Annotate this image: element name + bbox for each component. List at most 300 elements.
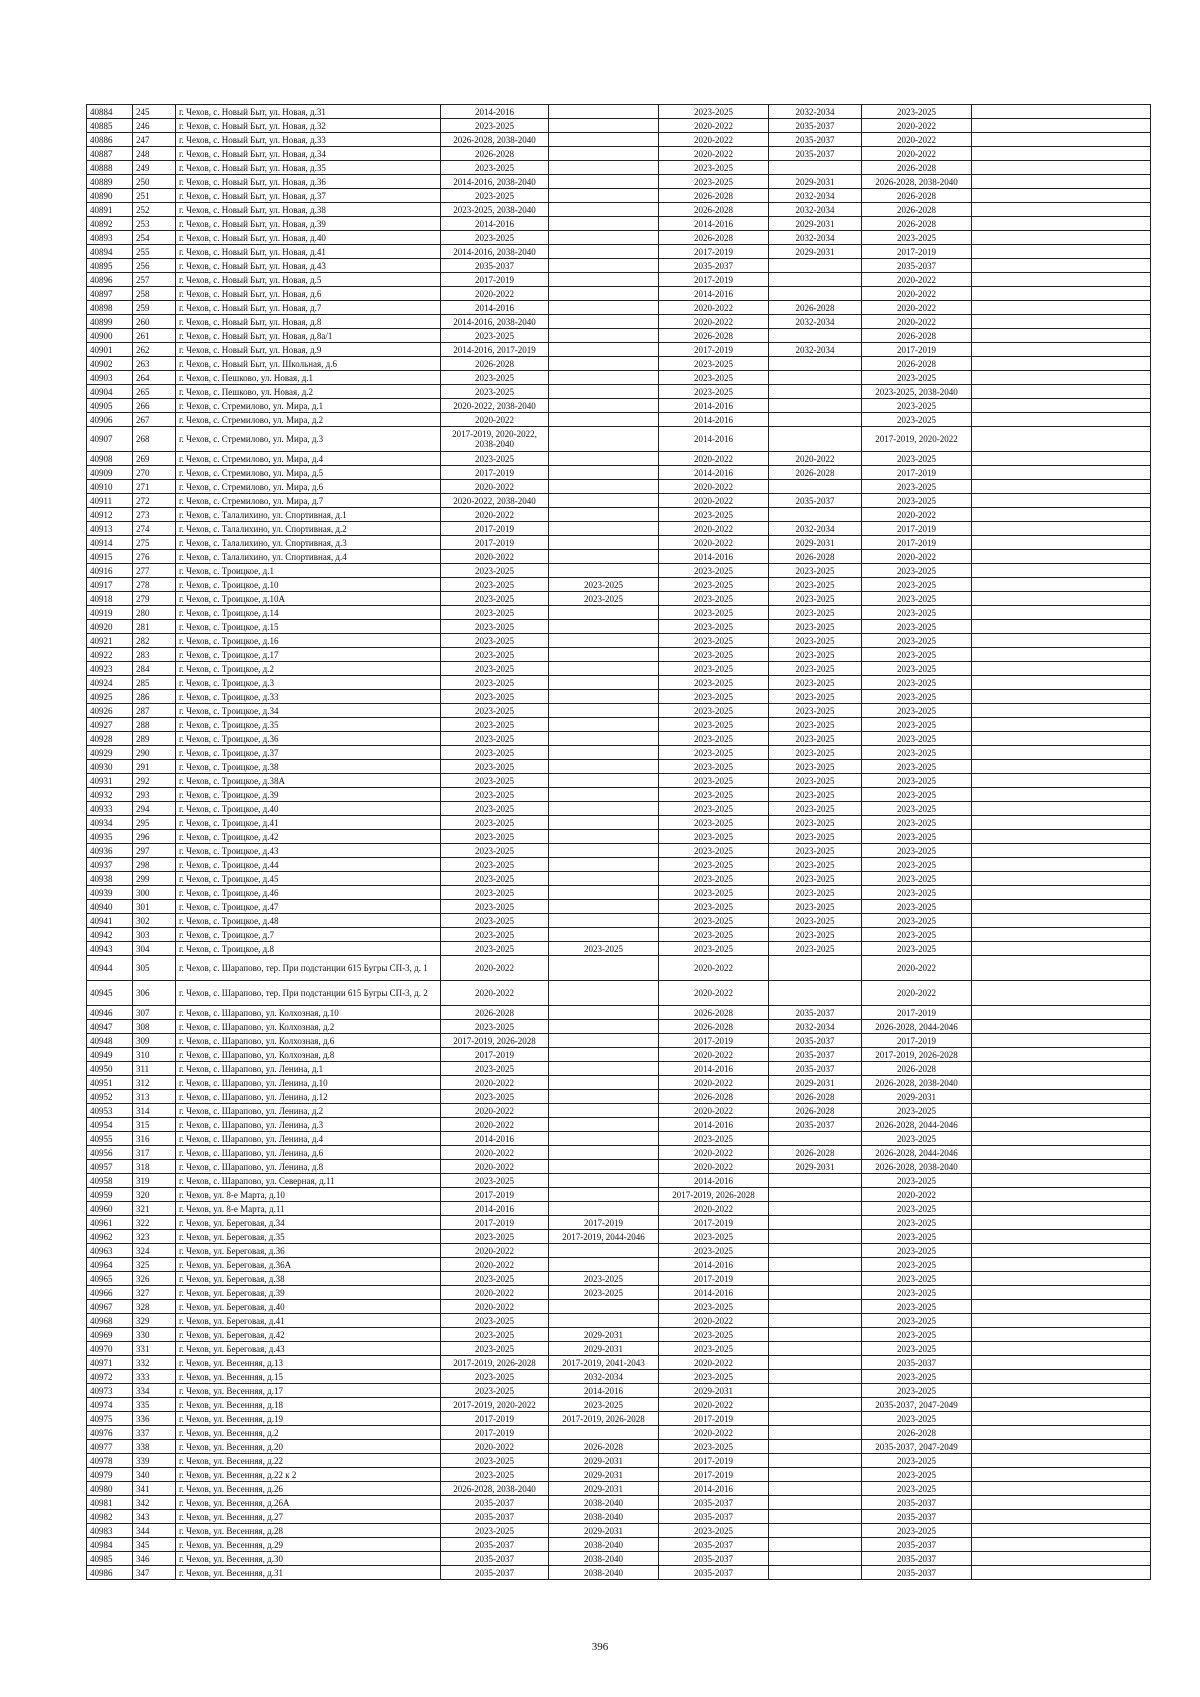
period-4-cell: 2029-2031: [769, 245, 862, 259]
period-6-cell: [972, 1230, 1151, 1244]
period-6-cell: [972, 1006, 1151, 1020]
period-3-cell: 2020-2022: [659, 133, 769, 147]
period-4-cell: 2026-2028: [769, 1104, 862, 1118]
address-cell: г. Чехов, ул. Весенняя, д.28: [176, 1524, 441, 1538]
row-number-cell: 277: [133, 564, 176, 578]
address-cell: г. Чехов, с. Новый Быт, ул. Новая, д.40: [176, 231, 441, 245]
period-5-cell: 2023-2025: [862, 746, 972, 760]
table-row: [87, 774, 1151, 788]
period-6-cell: [972, 1398, 1151, 1412]
address-cell: г. Чехов, с. Талалихино, ул. Спортивная, д.3: [176, 536, 441, 550]
table-row: [87, 1160, 1151, 1174]
address-cell: г. Чехов, с. Новый Быт, ул. Новая, д.32: [176, 119, 441, 133]
record-id-cell: 40916: [87, 564, 133, 578]
period-2-cell: [549, 147, 659, 161]
period-5-cell: 2023-2025: [862, 900, 972, 914]
table-row: [87, 900, 1151, 914]
period-2-cell: [549, 1048, 659, 1062]
period-4-cell: 2023-2025: [769, 844, 862, 858]
period-4-cell: 2026-2028: [769, 550, 862, 564]
record-id-cell: 40914: [87, 536, 133, 550]
period-6-cell: [972, 133, 1151, 147]
table-row: [87, 1104, 1151, 1118]
period-1-cell: 2023-2025: [441, 746, 549, 760]
record-id-cell: 40946: [87, 1006, 133, 1020]
period-3-cell: 2035-2037: [659, 1566, 769, 1580]
period-1-cell: 2023-2025: [441, 385, 549, 399]
address-cell: г. Чехов, с. Стремилово, ул. Мира, д.4: [176, 452, 441, 466]
record-id-cell: 40966: [87, 1286, 133, 1300]
period-5-cell: 2029-2031: [862, 1090, 972, 1104]
period-3-cell: 2014-2016: [659, 427, 769, 452]
period-5-cell: 2017-2019: [862, 343, 972, 357]
table-row: [87, 564, 1151, 578]
table-row: [87, 928, 1151, 942]
period-1-cell: 2023-2025: [441, 329, 549, 343]
address-cell: г. Чехов, ул. Весенняя, д.17: [176, 1384, 441, 1398]
period-5-cell: 2020-2022: [862, 981, 972, 1006]
row-number-cell: 294: [133, 802, 176, 816]
period-6-cell: [972, 1440, 1151, 1454]
period-2-cell: [549, 802, 659, 816]
record-id-cell: 40885: [87, 119, 133, 133]
table-row: [87, 161, 1151, 175]
period-5-cell: 2026-2028, 2038-2040: [862, 1076, 972, 1090]
address-cell: г. Чехов, с. Троицкое, д.43: [176, 844, 441, 858]
period-4-cell: [769, 1370, 862, 1384]
period-6-cell: [972, 1314, 1151, 1328]
period-5-cell: 2023-2025: [862, 676, 972, 690]
period-5-cell: 2035-2037, 2047-2049: [862, 1398, 972, 1412]
record-id-cell: 40961: [87, 1216, 133, 1230]
period-5-cell: 2020-2022: [862, 550, 972, 564]
period-2-cell: [549, 301, 659, 315]
row-number-cell: 345: [133, 1538, 176, 1552]
table-row: [87, 1034, 1151, 1048]
period-1-cell: 2014-2016: [441, 217, 549, 231]
table-row: [87, 732, 1151, 746]
period-3-cell: 2023-2025: [659, 886, 769, 900]
table-row: [87, 399, 1151, 413]
period-4-cell: 2029-2031: [769, 1076, 862, 1090]
period-4-cell: 2023-2025: [769, 564, 862, 578]
period-4-cell: 2035-2037: [769, 119, 862, 133]
address-cell: г. Чехов, ул. Весенняя, д.27: [176, 1510, 441, 1524]
period-3-cell: 2023-2025: [659, 662, 769, 676]
period-5-cell: 2020-2022: [862, 956, 972, 981]
period-1-cell: 2017-2019, 2020-2022: [441, 1398, 549, 1412]
period-3-cell: 2017-2019: [659, 273, 769, 287]
period-4-cell: 2023-2025: [769, 718, 862, 732]
period-5-cell: 2017-2019: [862, 1034, 972, 1048]
period-3-cell: 2023-2025: [659, 385, 769, 399]
period-4-cell: [769, 1356, 862, 1370]
period-1-cell: 2017-2019: [441, 1426, 549, 1440]
period-4-cell: 2023-2025: [769, 788, 862, 802]
table-row: [87, 550, 1151, 564]
table-row: [87, 981, 1151, 1006]
period-6-cell: [972, 1384, 1151, 1398]
period-3-cell: 2020-2022: [659, 147, 769, 161]
period-3-cell: 2026-2028: [659, 189, 769, 203]
period-1-cell: 2023-2025: [441, 1454, 549, 1468]
period-1-cell: 2026-2028: [441, 147, 549, 161]
period-4-cell: [769, 1342, 862, 1356]
period-6-cell: [972, 357, 1151, 371]
row-number-cell: 278: [133, 578, 176, 592]
record-id-cell: 40955: [87, 1132, 133, 1146]
period-3-cell: 2014-2016: [659, 413, 769, 427]
period-4-cell: [769, 287, 862, 301]
period-1-cell: 2023-2025: [441, 371, 549, 385]
period-2-cell: [549, 928, 659, 942]
period-6-cell: [972, 147, 1151, 161]
table-row: [87, 105, 1151, 119]
period-2-cell: [549, 1314, 659, 1328]
table-row: [87, 385, 1151, 399]
table-row: [87, 662, 1151, 676]
period-5-cell: 2035-2037: [862, 1566, 972, 1580]
period-5-cell: 2023-2025: [862, 606, 972, 620]
table-row: [87, 1342, 1151, 1356]
address-cell: г. Чехов, ул. Весенняя, д.26А: [176, 1496, 441, 1510]
period-3-cell: 2017-2019: [659, 1216, 769, 1230]
record-id-cell: 40911: [87, 494, 133, 508]
address-cell: г. Чехов, с. Новый Быт, ул. Новая, д.6: [176, 287, 441, 301]
period-2-cell: [549, 536, 659, 550]
row-number-cell: 266: [133, 399, 176, 413]
period-3-cell: 2017-2019: [659, 1468, 769, 1482]
period-6-cell: [972, 494, 1151, 508]
period-6-cell: [972, 900, 1151, 914]
period-4-cell: [769, 1412, 862, 1426]
period-6-cell: [972, 1412, 1151, 1426]
period-4-cell: 2023-2025: [769, 634, 862, 648]
period-6-cell: [972, 329, 1151, 343]
record-id-cell: 40924: [87, 676, 133, 690]
period-3-cell: 2020-2022: [659, 522, 769, 536]
address-cell: г. Чехов, с. Троицкое, д.17: [176, 648, 441, 662]
record-id-cell: 40976: [87, 1426, 133, 1440]
period-6-cell: [972, 634, 1151, 648]
period-2-cell: [549, 564, 659, 578]
record-id-cell: 40970: [87, 1342, 133, 1356]
table-body: [87, 105, 1151, 1580]
row-number-cell: 302: [133, 914, 176, 928]
period-3-cell: 2026-2028: [659, 231, 769, 245]
period-5-cell: 2023-2025: [862, 620, 972, 634]
period-4-cell: [769, 385, 862, 399]
period-5-cell: 2020-2022: [862, 1188, 972, 1202]
period-2-cell: 2017-2019, 2026-2028: [549, 1412, 659, 1426]
period-3-cell: 2035-2037: [659, 1538, 769, 1552]
row-number-cell: 344: [133, 1524, 176, 1538]
period-4-cell: 2023-2025: [769, 620, 862, 634]
record-id-cell: 40974: [87, 1398, 133, 1412]
period-2-cell: 2023-2025: [549, 1286, 659, 1300]
period-4-cell: 2023-2025: [769, 872, 862, 886]
period-4-cell: 2023-2025: [769, 732, 862, 746]
period-2-cell: [549, 343, 659, 357]
period-4-cell: [769, 1524, 862, 1538]
period-6-cell: [972, 105, 1151, 119]
period-1-cell: 2023-2025: [441, 900, 549, 914]
period-1-cell: 2023-2025: [441, 816, 549, 830]
table-row: [87, 1020, 1151, 1034]
period-4-cell: [769, 1244, 862, 1258]
period-3-cell: 2023-2025: [659, 844, 769, 858]
period-4-cell: [769, 1496, 862, 1510]
period-1-cell: 2035-2037: [441, 1552, 549, 1566]
period-3-cell: 2020-2022: [659, 1146, 769, 1160]
table-row: [87, 189, 1151, 203]
period-3-cell: 2023-2025: [659, 900, 769, 914]
row-number-cell: 287: [133, 704, 176, 718]
period-1-cell: 2023-2025: [441, 704, 549, 718]
period-1-cell: 2035-2037: [441, 1510, 549, 1524]
period-5-cell: 2023-2025: [862, 1216, 972, 1230]
address-cell: г. Чехов, с. Троицкое, д.37: [176, 746, 441, 760]
period-4-cell: 2032-2034: [769, 1020, 862, 1034]
period-6-cell: [972, 550, 1151, 564]
period-5-cell: 2023-2025: [862, 1272, 972, 1286]
table-row: [87, 1314, 1151, 1328]
period-1-cell: 2023-2025: [441, 942, 549, 956]
period-2-cell: [549, 1090, 659, 1104]
period-4-cell: 2023-2025: [769, 914, 862, 928]
period-2-cell: [549, 620, 659, 634]
period-6-cell: [972, 245, 1151, 259]
period-6-cell: [972, 1174, 1151, 1188]
period-2-cell: [549, 956, 659, 981]
period-1-cell: 2014-2016: [441, 1132, 549, 1146]
period-3-cell: 2014-2016: [659, 1174, 769, 1188]
address-cell: г. Чехов, с. Троицкое, д.39: [176, 788, 441, 802]
row-number-cell: 329: [133, 1314, 176, 1328]
period-5-cell: 2020-2022: [862, 287, 972, 301]
address-cell: г. Чехов, с. Троицкое, д.10А: [176, 592, 441, 606]
period-4-cell: [769, 1552, 862, 1566]
period-4-cell: [769, 371, 862, 385]
record-id-cell: 40925: [87, 690, 133, 704]
period-3-cell: 2026-2028: [659, 1090, 769, 1104]
period-3-cell: 2014-2016: [659, 466, 769, 480]
period-2-cell: [549, 746, 659, 760]
period-6-cell: [972, 413, 1151, 427]
period-1-cell: 2017-2019, 2026-2028: [441, 1356, 549, 1370]
record-id-cell: 40940: [87, 900, 133, 914]
record-id-cell: 40892: [87, 217, 133, 231]
period-2-cell: 2017-2019, 2041-2043: [549, 1356, 659, 1370]
period-3-cell: 2023-2025: [659, 816, 769, 830]
period-4-cell: 2023-2025: [769, 676, 862, 690]
period-5-cell: 2026-2028: [862, 1426, 972, 1440]
row-number-cell: 286: [133, 690, 176, 704]
table-row: [87, 690, 1151, 704]
period-5-cell: 2023-2025: [862, 1132, 972, 1146]
period-5-cell: 2026-2028, 2038-2040: [862, 1160, 972, 1174]
record-id-cell: 40983: [87, 1524, 133, 1538]
address-cell: г. Чехов, с. Троицкое, д.47: [176, 900, 441, 914]
page-number: 396: [591, 1641, 609, 1653]
period-1-cell: 2026-2028: [441, 357, 549, 371]
period-3-cell: 2023-2025: [659, 914, 769, 928]
record-id-cell: 40910: [87, 480, 133, 494]
record-id-cell: 40939: [87, 886, 133, 900]
record-id-cell: 40888: [87, 161, 133, 175]
period-1-cell: 2020-2022: [441, 1146, 549, 1160]
period-6-cell: [972, 1552, 1151, 1566]
period-3-cell: 2020-2022: [659, 1314, 769, 1328]
period-2-cell: [549, 718, 659, 732]
period-5-cell: 2035-2037: [862, 1510, 972, 1524]
address-cell: г. Чехов, ул. Весенняя, д.15: [176, 1370, 441, 1384]
period-4-cell: [769, 1384, 862, 1398]
period-3-cell: 2023-2025: [659, 620, 769, 634]
period-6-cell: [972, 522, 1151, 536]
record-id-cell: 40936: [87, 844, 133, 858]
row-number-cell: 298: [133, 858, 176, 872]
period-2-cell: [549, 1300, 659, 1314]
period-5-cell: 2020-2022: [862, 119, 972, 133]
period-2-cell: 2023-2025: [549, 942, 659, 956]
row-number-cell: 279: [133, 592, 176, 606]
period-2-cell: [549, 161, 659, 175]
table-row: [87, 648, 1151, 662]
row-number-cell: 339: [133, 1454, 176, 1468]
period-5-cell: 2023-2025: [862, 1384, 972, 1398]
row-number-cell: 313: [133, 1090, 176, 1104]
record-id-cell: 40937: [87, 858, 133, 872]
address-cell: г. Чехов, ул. Весенняя, д.20: [176, 1440, 441, 1454]
period-6-cell: [972, 1510, 1151, 1524]
address-cell: г. Чехов, с. Шарапово, ул. Колхозная, д.6: [176, 1034, 441, 1048]
period-1-cell: 2023-2025: [441, 161, 549, 175]
address-cell: г. Чехов, с. Новый Быт, ул. Новая, д.37: [176, 189, 441, 203]
row-number-cell: 276: [133, 550, 176, 564]
period-1-cell: 2023-2025: [441, 858, 549, 872]
period-3-cell: 2023-2025: [659, 648, 769, 662]
address-cell: г. Чехов, с. Новый Быт, ул. Новая, д.41: [176, 245, 441, 259]
row-number-cell: 321: [133, 1202, 176, 1216]
row-number-cell: 327: [133, 1286, 176, 1300]
record-id-cell: 40954: [87, 1118, 133, 1132]
address-cell: г. Чехов, с. Троицкое, д.3: [176, 676, 441, 690]
period-2-cell: [549, 550, 659, 564]
period-2-cell: [549, 357, 659, 371]
row-number-cell: 343: [133, 1510, 176, 1524]
record-id-cell: 40943: [87, 942, 133, 956]
period-4-cell: 2023-2025: [769, 928, 862, 942]
period-2-cell: [549, 189, 659, 203]
table-row: [87, 494, 1151, 508]
period-5-cell: 2023-2025: [862, 1342, 972, 1356]
table-row: [87, 1510, 1151, 1524]
period-6-cell: [972, 1328, 1151, 1342]
period-5-cell: 2023-2025: [862, 802, 972, 816]
row-number-cell: 247: [133, 133, 176, 147]
row-number-cell: 267: [133, 413, 176, 427]
row-number-cell: 342: [133, 1496, 176, 1510]
period-3-cell: 2020-2022: [659, 536, 769, 550]
table-row: [87, 259, 1151, 273]
period-3-cell: 2014-2016: [659, 217, 769, 231]
table-row: [87, 466, 1151, 480]
row-number-cell: 299: [133, 872, 176, 886]
table-row: [87, 175, 1151, 189]
row-number-cell: 337: [133, 1426, 176, 1440]
table-row: [87, 718, 1151, 732]
period-1-cell: 2023-2025: [441, 1468, 549, 1482]
row-number-cell: 268: [133, 427, 176, 452]
period-5-cell: 2023-2025: [862, 1370, 972, 1384]
record-id-cell: 40902: [87, 357, 133, 371]
table-row: [87, 578, 1151, 592]
period-4-cell: 2029-2031: [769, 175, 862, 189]
period-4-cell: [769, 1216, 862, 1230]
period-2-cell: 2038-2040: [549, 1538, 659, 1552]
period-4-cell: [769, 1398, 862, 1412]
period-1-cell: 2023-2025: [441, 1090, 549, 1104]
period-1-cell: 2023-2025: [441, 1524, 549, 1538]
row-number-cell: 249: [133, 161, 176, 175]
period-3-cell: 2029-2031: [659, 1384, 769, 1398]
period-1-cell: 2035-2037: [441, 1566, 549, 1580]
period-6-cell: [972, 1034, 1151, 1048]
period-5-cell: 2026-2028: [862, 1062, 972, 1076]
period-2-cell: [549, 413, 659, 427]
record-id-cell: 40973: [87, 1384, 133, 1398]
period-3-cell: 2020-2022: [659, 301, 769, 315]
period-6-cell: [972, 217, 1151, 231]
table-row: [87, 1538, 1151, 1552]
period-3-cell: 2020-2022: [659, 1398, 769, 1412]
period-6-cell: [972, 844, 1151, 858]
record-id-cell: 40905: [87, 399, 133, 413]
period-6-cell: [972, 1356, 1151, 1370]
address-cell: г. Чехов, с. Новый Быт, ул. Новая, д.9: [176, 343, 441, 357]
table-row: [87, 315, 1151, 329]
period-6-cell: [972, 1370, 1151, 1384]
period-5-cell: 2023-2025: [862, 371, 972, 385]
period-3-cell: 2023-2025: [659, 564, 769, 578]
table-row: [87, 634, 1151, 648]
record-id-cell: 40958: [87, 1174, 133, 1188]
period-1-cell: 2023-2025: [441, 732, 549, 746]
row-number-cell: 340: [133, 1468, 176, 1482]
period-4-cell: 2023-2025: [769, 858, 862, 872]
period-2-cell: [549, 1202, 659, 1216]
address-cell: г. Чехов, с. Троицкое, д.33: [176, 690, 441, 704]
period-2-cell: [549, 760, 659, 774]
period-5-cell: 2023-2025: [862, 830, 972, 844]
row-number-cell: 280: [133, 606, 176, 620]
row-number-cell: 248: [133, 147, 176, 161]
record-id-cell: 40944: [87, 956, 133, 981]
period-6-cell: [972, 648, 1151, 662]
row-number-cell: 265: [133, 385, 176, 399]
table-row: [87, 1076, 1151, 1090]
table-row: [87, 760, 1151, 774]
address-cell: г. Чехов, с. Троицкое, д.16: [176, 634, 441, 648]
period-2-cell: 2017-2019, 2044-2046: [549, 1230, 659, 1244]
period-5-cell: 2017-2019, 2020-2022: [862, 427, 972, 452]
record-id-cell: 40938: [87, 872, 133, 886]
period-1-cell: 2020-2022: [441, 1076, 549, 1090]
period-2-cell: [549, 1104, 659, 1118]
address-cell: г. Чехов, ул. Весенняя, д.18: [176, 1398, 441, 1412]
period-3-cell: 2020-2022: [659, 1104, 769, 1118]
